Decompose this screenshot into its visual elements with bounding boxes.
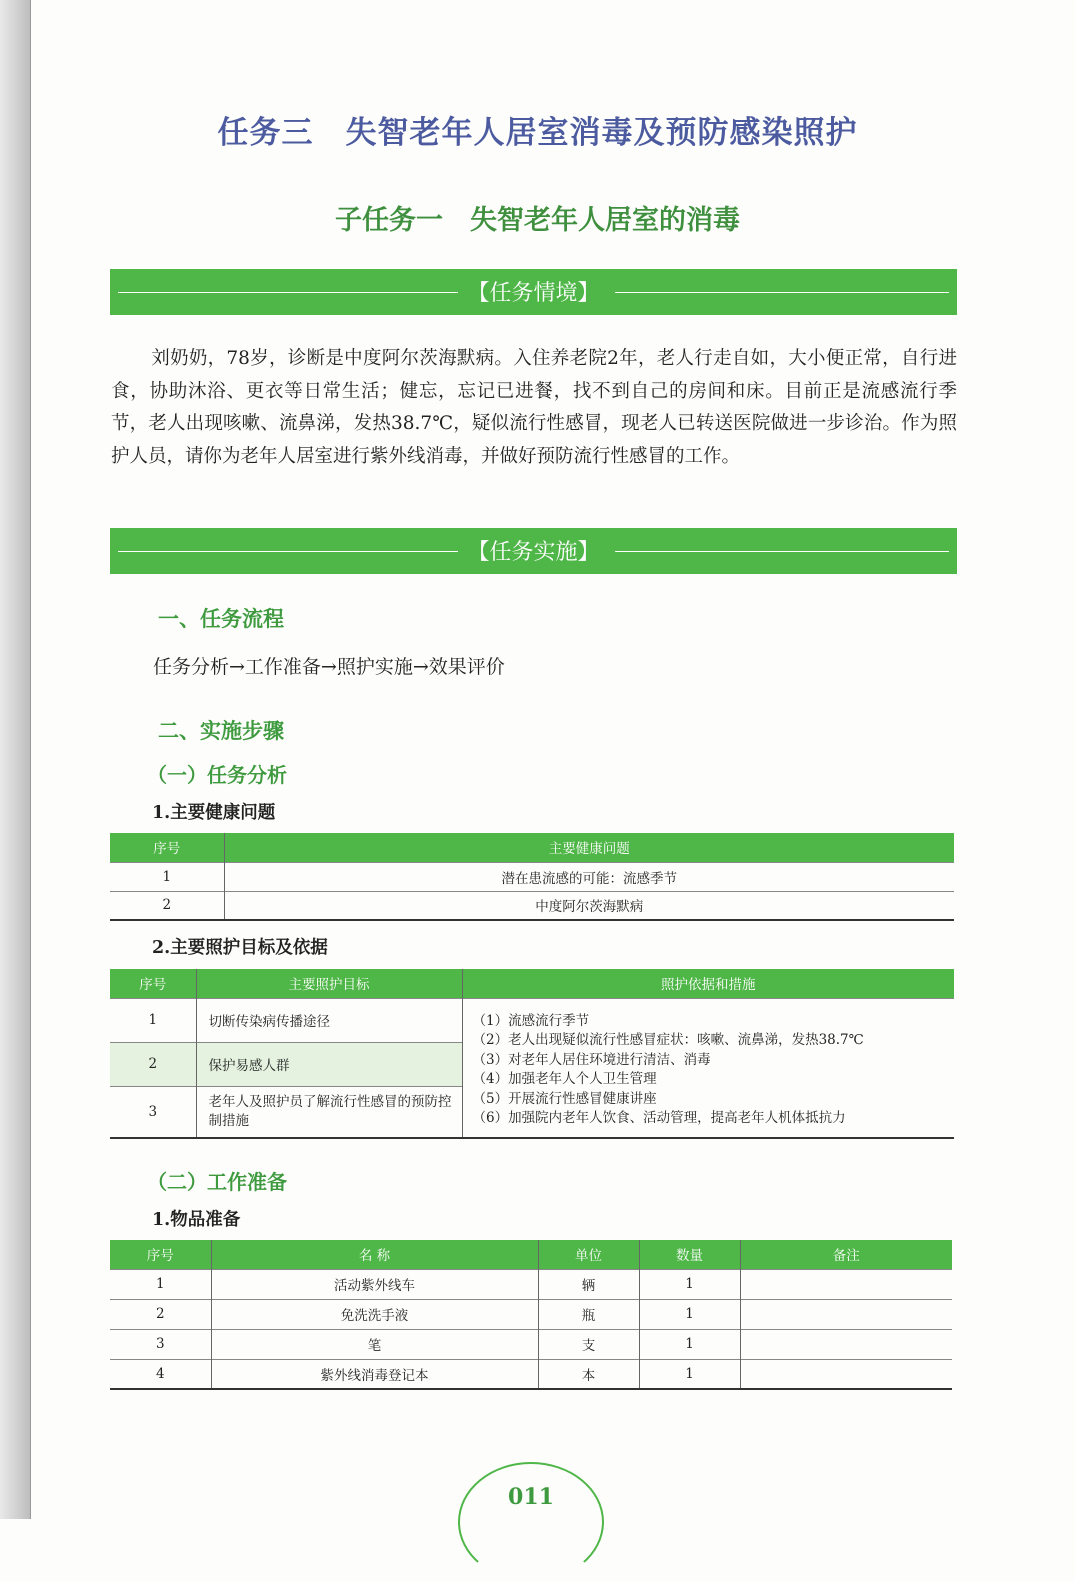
section-steps-heading: 二、实施步骤 xyxy=(158,718,284,743)
task-flow-text: 任务分析→工作准备→照护实施→效果评价 xyxy=(153,656,505,678)
situation-paragraph xyxy=(111,343,957,473)
col-header-index: 序号 xyxy=(110,833,224,862)
situation-banner-label: 【任务情境】 xyxy=(467,281,600,306)
table-cell: 3 xyxy=(110,1086,196,1138)
measure-item: （1）流感流行季节 xyxy=(472,1012,590,1029)
table-cell: 瓶 xyxy=(538,1299,639,1329)
table-cell: 本 xyxy=(538,1359,639,1389)
col-header-goal: 主要照护目标 xyxy=(196,969,462,998)
table-row xyxy=(110,1359,952,1389)
items-preparation-heading: 1.物品准备 xyxy=(152,1210,241,1230)
col-header-unit: 单位 xyxy=(538,1240,639,1269)
situation-text: 刘奶奶，78岁，诊断是中度阿尔茨海默病。入住养老院2年，老人行走自如，大小便正常，自行进食，协助沐浴、更衣等日常生活；健忘，忘记已进餐，找不到自己的房间和床。目前正是流感流行季节，老人出现咳嗽、流鼻涕，发热38.7℃，疑似流行性感冒，现老人已转送医院做进一步诊治。作为照护人员，请你为老年人居室进行紫外线消毒，并做好预防流行性感冒的工作。 xyxy=(111,348,957,467)
col-header-index: 序号 xyxy=(110,969,196,998)
table-cell: 支 xyxy=(538,1329,639,1359)
care-goals-table xyxy=(110,969,954,1139)
implementation-banner-label: 【任务实施】 xyxy=(467,540,600,565)
table-cell: 1 xyxy=(110,998,196,1042)
situation-banner xyxy=(110,269,957,315)
col-header-remarks: 备注 xyxy=(740,1240,952,1269)
table-cell: 免洗洗手液 xyxy=(211,1299,538,1329)
measure-item: （2）老人出现疑似流行性感冒症状：咳嗽、流鼻涕，发热38.7℃ xyxy=(472,1032,864,1048)
table-cell: 4 xyxy=(110,1359,211,1389)
col-header-quantity: 数量 xyxy=(639,1240,740,1269)
task-title: 任务三 失智老年人居室消毒及预防感染照护 xyxy=(217,115,858,151)
section-task-flow-heading: 一、任务流程 xyxy=(158,606,284,631)
measure-item: （6）加强院内老年人饮食、活动管理，提高老年人机体抵抗力 xyxy=(472,1110,846,1126)
table-cell: 1 xyxy=(110,1269,211,1299)
work-preparation-heading: （二）工作准备 xyxy=(147,1170,287,1194)
table-row xyxy=(110,1329,952,1359)
table-cell: 1 xyxy=(639,1359,740,1389)
table-cell xyxy=(740,1269,952,1299)
table-row xyxy=(110,1269,952,1299)
page-number-arc xyxy=(458,1462,604,1582)
table-cell xyxy=(740,1329,952,1359)
table-cell: 潜在患流感的可能：流感季节 xyxy=(224,862,954,891)
table-cell: 2 xyxy=(110,891,224,920)
table-row xyxy=(110,1299,952,1329)
table-cell: 紫外线消毒登记本 xyxy=(211,1359,538,1389)
measures-cell xyxy=(462,998,954,1138)
health-problems-table xyxy=(110,833,954,921)
table-cell: 切断传染病传播途径 xyxy=(196,998,462,1042)
col-header-measures: 照护依据和措施 xyxy=(462,969,954,998)
table-cell: 老年人及照护员了解流行性感冒的预防控制措施 xyxy=(196,1086,462,1138)
table-cell xyxy=(740,1299,952,1329)
table-cell: 笔 xyxy=(211,1329,538,1359)
table-cell: 活动紫外线车 xyxy=(211,1269,538,1299)
col-header-problem: 主要健康问题 xyxy=(224,833,954,862)
table-cell: 中度阿尔茨海默病 xyxy=(224,891,954,920)
table-cell: 1 xyxy=(639,1269,740,1299)
page-number: 011 xyxy=(508,1484,554,1510)
task-analysis-heading: （一）任务分析 xyxy=(147,763,287,787)
measure-item: （5）开展流行性感冒健康讲座 xyxy=(472,1090,657,1107)
care-goals-heading: 2.主要照护目标及依据 xyxy=(152,938,328,958)
table-cell: 2 xyxy=(110,1042,196,1086)
implementation-banner xyxy=(110,528,957,574)
col-header-name: 名 称 xyxy=(211,1240,538,1269)
table-cell: 1 xyxy=(639,1329,740,1359)
table-cell: 保护易感人群 xyxy=(196,1042,462,1086)
health-problems-heading: 1.主要健康问题 xyxy=(152,803,276,823)
table-cell: 辆 xyxy=(538,1269,639,1299)
measure-item: （4）加强老年人个人卫生管理 xyxy=(472,1071,657,1087)
col-header-index: 序号 xyxy=(110,1240,211,1269)
table-cell: 2 xyxy=(110,1299,211,1329)
items-table xyxy=(110,1240,952,1390)
table-cell xyxy=(740,1359,952,1389)
measure-item: （3）对老年人居住环境进行清洁、消毒 xyxy=(472,1051,711,1068)
table-cell: 1 xyxy=(110,862,224,891)
table-cell: 1 xyxy=(639,1299,740,1329)
subtask-title: 子任务一 失智老年人居室的消毒 xyxy=(335,205,740,236)
table-cell: 3 xyxy=(110,1329,211,1359)
